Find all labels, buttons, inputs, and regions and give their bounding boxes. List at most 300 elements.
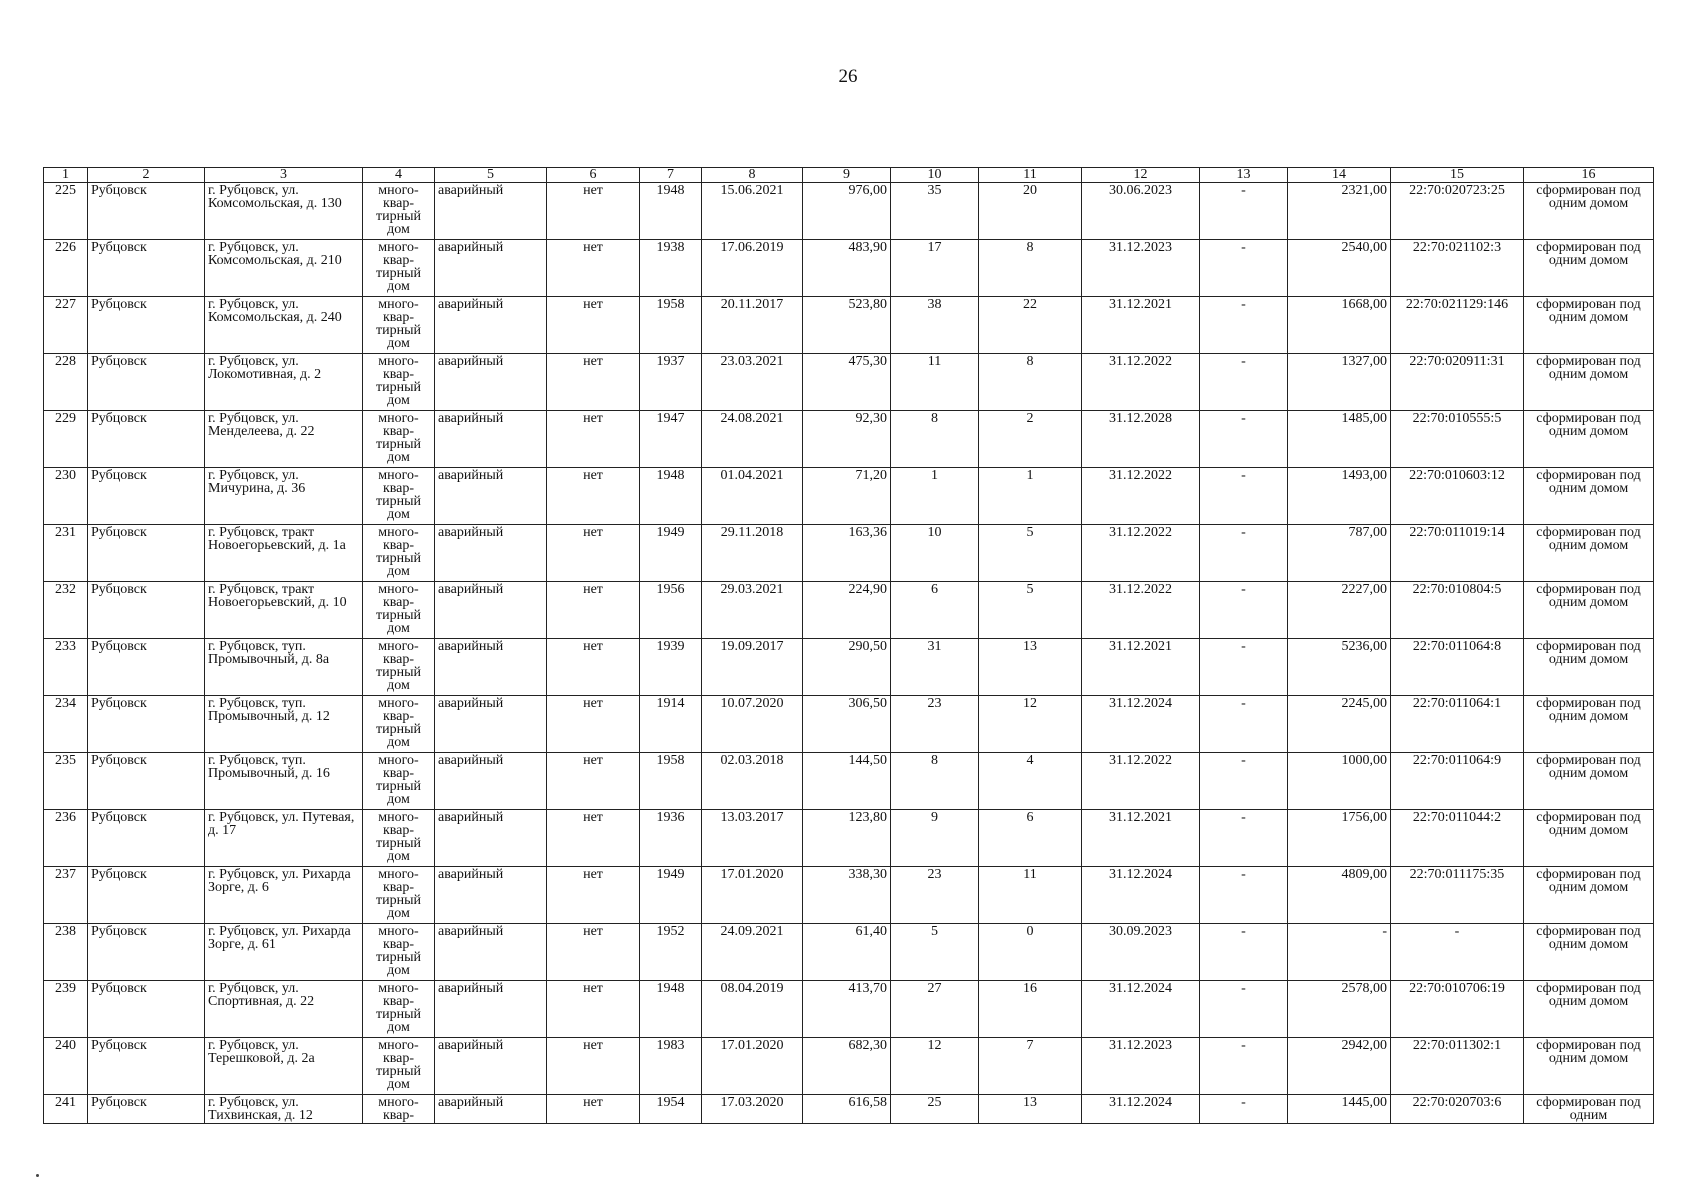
cell-building-type: много-квар-тирный дом	[363, 468, 435, 525]
cell-cadastral-number: 22:70:020911:31	[1391, 354, 1524, 411]
cell-address: г. Рубцовск, ул. Путевая, д. 17	[205, 810, 363, 867]
cell-residents: 12	[891, 1038, 979, 1095]
cell-year-built: 1949	[640, 867, 702, 924]
cell-cadastral-number: 22:70:011019:14	[1391, 525, 1524, 582]
cell-area: 616,58	[803, 1095, 891, 1124]
cell-apartments: 6	[979, 810, 1082, 867]
cell-row-number: 228	[44, 354, 88, 411]
cell-recognition-date: 29.03.2021	[702, 582, 803, 639]
cell-land-status: сформирован под одним	[1524, 1095, 1654, 1124]
cell-year-built: 1936	[640, 810, 702, 867]
column-header-1: 1	[44, 168, 88, 183]
cell-row-number: 226	[44, 240, 88, 297]
cell-condition: аварийный	[435, 183, 547, 240]
table-row	[44, 810, 1654, 867]
table-row	[44, 354, 1654, 411]
cell-col-13: -	[1200, 183, 1288, 240]
column-header-8: 8	[702, 168, 803, 183]
column-header-7: 7	[640, 168, 702, 183]
cell-resettlement-deadline: 31.12.2028	[1082, 411, 1200, 468]
cell-land-status: сформирован под одним домом	[1524, 354, 1654, 411]
table-row	[44, 297, 1654, 354]
cell-municipality: Рубцовск	[88, 468, 205, 525]
cell-residents: 23	[891, 867, 979, 924]
cell-residents: 23	[891, 696, 979, 753]
column-header-12: 12	[1082, 168, 1200, 183]
cell-building-type: много-квар-тирный дом	[363, 810, 435, 867]
cell-condition: аварийный	[435, 981, 547, 1038]
cell-year-built: 1948	[640, 468, 702, 525]
column-header-15: 15	[1391, 168, 1524, 183]
cell-address: г. Рубцовск, ул. Рихарда Зорге, д. 6	[205, 867, 363, 924]
cell-area: 338,30	[803, 867, 891, 924]
table-row	[44, 867, 1654, 924]
cell-resettlement-deadline: 31.12.2021	[1082, 810, 1200, 867]
cell-address: г. Рубцовск, туп. Промывочный, д. 16	[205, 753, 363, 810]
cell-building-type: много-квар-тирный дом	[363, 183, 435, 240]
cell-building-type: много-квар-тирный дом	[363, 240, 435, 297]
cell-year-built: 1949	[640, 525, 702, 582]
cell-area: 306,50	[803, 696, 891, 753]
cell-row-number: 235	[44, 753, 88, 810]
cell-condition: аварийный	[435, 525, 547, 582]
cell-col-13: -	[1200, 582, 1288, 639]
cell-apartments: 8	[979, 240, 1082, 297]
table-row	[44, 1095, 1654, 1124]
cell-flag: нет	[547, 867, 640, 924]
cell-building-type: много-квар-тирный дом	[363, 753, 435, 810]
scan-dot	[36, 1174, 39, 1177]
cell-flag: нет	[547, 924, 640, 981]
cell-resettlement-deadline: 31.12.2022	[1082, 753, 1200, 810]
column-header-3: 3	[205, 168, 363, 183]
cell-year-built: 1958	[640, 297, 702, 354]
table-row	[44, 411, 1654, 468]
column-header-14: 14	[1288, 168, 1391, 183]
cell-building-type: много-квар-тирный дом	[363, 696, 435, 753]
cell-residents: 9	[891, 810, 979, 867]
cell-flag: нет	[547, 1038, 640, 1095]
cell-recognition-date: 17.03.2020	[702, 1095, 803, 1124]
cell-recognition-date: 19.09.2017	[702, 639, 803, 696]
table-row	[44, 981, 1654, 1038]
cell-address: г. Рубцовск, ул. Спортивная, д. 22	[205, 981, 363, 1038]
cell-flag: нет	[547, 639, 640, 696]
cell-residents: 35	[891, 183, 979, 240]
cell-resettlement-deadline: 30.06.2023	[1082, 183, 1200, 240]
cell-municipality: Рубцовск	[88, 354, 205, 411]
cell-land-area: 1756,00	[1288, 810, 1391, 867]
cell-building-type: много-квар-тирный дом	[363, 924, 435, 981]
cell-row-number: 229	[44, 411, 88, 468]
cell-building-type: много-квар-тирный дом	[363, 867, 435, 924]
cell-year-built: 1983	[640, 1038, 702, 1095]
cell-land-area: 2321,00	[1288, 183, 1391, 240]
cell-residents: 17	[891, 240, 979, 297]
cell-condition: аварийный	[435, 240, 547, 297]
cell-area: 483,90	[803, 240, 891, 297]
cell-land-status: сформирован под одним домом	[1524, 810, 1654, 867]
cell-cadastral-number: 22:70:011302:1	[1391, 1038, 1524, 1095]
cell-apartments: 5	[979, 582, 1082, 639]
cell-year-built: 1954	[640, 1095, 702, 1124]
cell-address: г. Рубцовск, туп. Промывочный, д. 8а	[205, 639, 363, 696]
cell-col-13: -	[1200, 297, 1288, 354]
cell-land-status: сформирован под одним домом	[1524, 411, 1654, 468]
cell-land-status: сформирован под одним домом	[1524, 582, 1654, 639]
cell-municipality: Рубцовск	[88, 1038, 205, 1095]
cell-recognition-date: 17.06.2019	[702, 240, 803, 297]
cell-area: 92,30	[803, 411, 891, 468]
cell-land-area: 2942,00	[1288, 1038, 1391, 1095]
cell-condition: аварийный	[435, 582, 547, 639]
cell-municipality: Рубцовск	[88, 183, 205, 240]
cell-resettlement-deadline: 31.12.2021	[1082, 639, 1200, 696]
cell-address: г. Рубцовск, ул. Локомотивная, д. 2	[205, 354, 363, 411]
cell-building-type: много-квар-тирный дом	[363, 297, 435, 354]
cell-residents: 38	[891, 297, 979, 354]
cell-land-status: сформирован под одним домом	[1524, 468, 1654, 525]
cell-cadastral-number: -	[1391, 924, 1524, 981]
header-row	[44, 168, 1654, 183]
cell-resettlement-deadline: 31.12.2024	[1082, 867, 1200, 924]
cell-address: г. Рубцовск, ул. Комсомольская, д. 210	[205, 240, 363, 297]
table-row	[44, 183, 1654, 240]
cell-resettlement-deadline: 31.12.2021	[1082, 297, 1200, 354]
cell-flag: нет	[547, 753, 640, 810]
cell-apartments: 12	[979, 696, 1082, 753]
cell-cadastral-number: 22:70:011175:35	[1391, 867, 1524, 924]
cell-land-status: сформирован под одним домом	[1524, 753, 1654, 810]
cell-municipality: Рубцовск	[88, 696, 205, 753]
cell-residents: 1	[891, 468, 979, 525]
cell-flag: нет	[547, 582, 640, 639]
cell-recognition-date: 15.06.2021	[702, 183, 803, 240]
cell-municipality: Рубцовск	[88, 981, 205, 1038]
cell-recognition-date: 10.07.2020	[702, 696, 803, 753]
cell-land-status: сформирован под одним домом	[1524, 639, 1654, 696]
cell-cadastral-number: 22:70:011064:9	[1391, 753, 1524, 810]
cell-row-number: 239	[44, 981, 88, 1038]
cell-area: 163,36	[803, 525, 891, 582]
cell-land-area: 2540,00	[1288, 240, 1391, 297]
cell-apartments: 4	[979, 753, 1082, 810]
cell-col-13: -	[1200, 867, 1288, 924]
cell-flag: нет	[547, 696, 640, 753]
cell-land-area: 2578,00	[1288, 981, 1391, 1038]
cell-apartments: 2	[979, 411, 1082, 468]
cell-area: 976,00	[803, 183, 891, 240]
cell-condition: аварийный	[435, 810, 547, 867]
cell-land-area: 787,00	[1288, 525, 1391, 582]
cell-col-13: -	[1200, 810, 1288, 867]
cell-year-built: 1939	[640, 639, 702, 696]
cell-area: 123,80	[803, 810, 891, 867]
cell-land-status: сформирован под одним домом	[1524, 525, 1654, 582]
cell-address: г. Рубцовск, ул. Комсомольская, д. 240	[205, 297, 363, 354]
cell-residents: 25	[891, 1095, 979, 1124]
cell-address: г. Рубцовск, ул. Рихарда Зорге, д. 61	[205, 924, 363, 981]
cell-residents: 27	[891, 981, 979, 1038]
cell-row-number: 227	[44, 297, 88, 354]
table-row	[44, 525, 1654, 582]
cell-year-built: 1938	[640, 240, 702, 297]
table-body	[44, 183, 1654, 1124]
cell-condition: аварийный	[435, 1038, 547, 1095]
cell-building-type: много-квар-тирный дом	[363, 639, 435, 696]
cell-resettlement-deadline: 31.12.2024	[1082, 696, 1200, 753]
cell-residents: 5	[891, 924, 979, 981]
cell-address: г. Рубцовск, ул. Менделеева, д. 22	[205, 411, 363, 468]
table-row	[44, 468, 1654, 525]
cell-condition: аварийный	[435, 924, 547, 981]
cell-municipality: Рубцовск	[88, 924, 205, 981]
page-number: 26	[838, 66, 858, 87]
cell-col-13: -	[1200, 240, 1288, 297]
cell-flag: нет	[547, 468, 640, 525]
cell-year-built: 1958	[640, 753, 702, 810]
cell-condition: аварийный	[435, 354, 547, 411]
cell-col-13: -	[1200, 1095, 1288, 1124]
cell-apartments: 22	[979, 297, 1082, 354]
cell-year-built: 1952	[640, 924, 702, 981]
cell-cadastral-number: 22:70:011064:8	[1391, 639, 1524, 696]
cell-address: г. Рубцовск, тракт Новоегорьевский, д. 1а	[205, 525, 363, 582]
table-header	[44, 168, 1654, 183]
cell-col-13: -	[1200, 753, 1288, 810]
cell-land-status: сформирован под одним домом	[1524, 1038, 1654, 1095]
cell-apartments: 5	[979, 525, 1082, 582]
cell-area: 682,30	[803, 1038, 891, 1095]
table-row	[44, 753, 1654, 810]
cell-building-type: много-квар-тирный дом	[363, 354, 435, 411]
cell-recognition-date: 24.09.2021	[702, 924, 803, 981]
cell-row-number: 236	[44, 810, 88, 867]
cell-area: 413,70	[803, 981, 891, 1038]
cell-residents: 31	[891, 639, 979, 696]
cell-apartments: 1	[979, 468, 1082, 525]
cell-recognition-date: 20.11.2017	[702, 297, 803, 354]
cell-resettlement-deadline: 31.12.2022	[1082, 582, 1200, 639]
cell-recognition-date: 01.04.2021	[702, 468, 803, 525]
cell-resettlement-deadline: 30.09.2023	[1082, 924, 1200, 981]
cell-address: г. Рубцовск, тракт Новоегорьевский, д. 10	[205, 582, 363, 639]
cell-row-number: 237	[44, 867, 88, 924]
cell-col-13: -	[1200, 525, 1288, 582]
cell-col-13: -	[1200, 696, 1288, 753]
cell-condition: аварийный	[435, 696, 547, 753]
cell-resettlement-deadline: 31.12.2023	[1082, 240, 1200, 297]
cell-residents: 6	[891, 582, 979, 639]
cell-land-area: 2245,00	[1288, 696, 1391, 753]
cell-col-13: -	[1200, 1038, 1288, 1095]
cell-cadastral-number: 22:70:020723:25	[1391, 183, 1524, 240]
cell-residents: 10	[891, 525, 979, 582]
cell-year-built: 1948	[640, 183, 702, 240]
cell-land-status: сформирован под одним домом	[1524, 696, 1654, 753]
cell-recognition-date: 23.03.2021	[702, 354, 803, 411]
cell-municipality: Рубцовск	[88, 525, 205, 582]
table-row	[44, 240, 1654, 297]
cell-cadastral-number: 22:70:020703:6	[1391, 1095, 1524, 1124]
cell-resettlement-deadline: 31.12.2024	[1082, 981, 1200, 1038]
cell-condition: аварийный	[435, 1095, 547, 1124]
cell-land-area: 5236,00	[1288, 639, 1391, 696]
cell-municipality: Рубцовск	[88, 753, 205, 810]
table-row	[44, 582, 1654, 639]
cell-address: г. Рубцовск, ул. Комсомольская, д. 130	[205, 183, 363, 240]
cell-row-number: 238	[44, 924, 88, 981]
cell-cadastral-number: 22:70:021129:146	[1391, 297, 1524, 354]
cell-area: 144,50	[803, 753, 891, 810]
cell-cadastral-number: 22:70:010555:5	[1391, 411, 1524, 468]
cell-resettlement-deadline: 31.12.2022	[1082, 354, 1200, 411]
column-header-9: 9	[803, 168, 891, 183]
cell-year-built: 1937	[640, 354, 702, 411]
cell-condition: аварийный	[435, 411, 547, 468]
cell-col-13: -	[1200, 354, 1288, 411]
cell-area: 475,30	[803, 354, 891, 411]
column-header-4: 4	[363, 168, 435, 183]
cell-apartments: 13	[979, 1095, 1082, 1124]
cell-recognition-date: 17.01.2020	[702, 867, 803, 924]
cell-resettlement-deadline: 31.12.2023	[1082, 1038, 1200, 1095]
cell-resettlement-deadline: 31.12.2022	[1082, 468, 1200, 525]
cell-land-status: сформирован под одним домом	[1524, 240, 1654, 297]
cell-land-area: -	[1288, 924, 1391, 981]
cell-flag: нет	[547, 354, 640, 411]
cell-condition: аварийный	[435, 468, 547, 525]
cell-recognition-date: 24.08.2021	[702, 411, 803, 468]
cell-residents: 11	[891, 354, 979, 411]
table-row	[44, 1038, 1654, 1095]
cell-cadastral-number: 22:70:011064:1	[1391, 696, 1524, 753]
cell-col-13: -	[1200, 411, 1288, 468]
cell-municipality: Рубцовск	[88, 297, 205, 354]
cell-flag: нет	[547, 981, 640, 1038]
cell-col-13: -	[1200, 981, 1288, 1038]
cell-recognition-date: 08.04.2019	[702, 981, 803, 1038]
cell-year-built: 1956	[640, 582, 702, 639]
cell-flag: нет	[547, 525, 640, 582]
cell-cadastral-number: 22:70:021102:3	[1391, 240, 1524, 297]
table-row	[44, 924, 1654, 981]
cell-address: г. Рубцовск, ул. Тихвинская, д. 12	[205, 1095, 363, 1124]
cell-municipality: Рубцовск	[88, 1095, 205, 1124]
cell-land-area: 1000,00	[1288, 753, 1391, 810]
cell-recognition-date: 02.03.2018	[702, 753, 803, 810]
cell-apartments: 20	[979, 183, 1082, 240]
cell-apartments: 13	[979, 639, 1082, 696]
cell-recognition-date: 17.01.2020	[702, 1038, 803, 1095]
cell-flag: нет	[547, 297, 640, 354]
cell-resettlement-deadline: 31.12.2024	[1082, 1095, 1200, 1124]
cell-flag: нет	[547, 1095, 640, 1124]
cell-flag: нет	[547, 810, 640, 867]
cell-area: 71,20	[803, 468, 891, 525]
cell-condition: аварийный	[435, 639, 547, 696]
cell-col-13: -	[1200, 924, 1288, 981]
cell-land-area: 1668,00	[1288, 297, 1391, 354]
cell-building-type: много-квар-тирный дом	[363, 525, 435, 582]
cell-cadastral-number: 22:70:010804:5	[1391, 582, 1524, 639]
cell-row-number: 232	[44, 582, 88, 639]
cell-cadastral-number: 22:70:010706:19	[1391, 981, 1524, 1038]
cell-recognition-date: 13.03.2017	[702, 810, 803, 867]
cell-municipality: Рубцовск	[88, 810, 205, 867]
cell-building-type: много-квар-тирный дом	[363, 582, 435, 639]
cell-area: 290,50	[803, 639, 891, 696]
column-header-11: 11	[979, 168, 1082, 183]
cell-building-type: много-квар-	[363, 1095, 435, 1124]
cell-resettlement-deadline: 31.12.2022	[1082, 525, 1200, 582]
cell-row-number: 230	[44, 468, 88, 525]
cell-municipality: Рубцовск	[88, 639, 205, 696]
cell-land-area: 4809,00	[1288, 867, 1391, 924]
cell-land-area: 2227,00	[1288, 582, 1391, 639]
cell-apartments: 11	[979, 867, 1082, 924]
cell-cadastral-number: 22:70:011044:2	[1391, 810, 1524, 867]
housing-registry-table	[43, 167, 1654, 1124]
table-row	[44, 639, 1654, 696]
cell-address: г. Рубцовск, ул. Терешковой, д. 2а	[205, 1038, 363, 1095]
cell-area: 224,90	[803, 582, 891, 639]
column-header-10: 10	[891, 168, 979, 183]
cell-condition: аварийный	[435, 753, 547, 810]
column-header-6: 6	[547, 168, 640, 183]
cell-land-status: сформирован под одним домом	[1524, 924, 1654, 981]
cell-land-area: 1327,00	[1288, 354, 1391, 411]
cell-year-built: 1914	[640, 696, 702, 753]
cell-condition: аварийный	[435, 297, 547, 354]
cell-row-number: 233	[44, 639, 88, 696]
cell-address: г. Рубцовск, ул. Мичурина, д. 36	[205, 468, 363, 525]
cell-land-area: 1485,00	[1288, 411, 1391, 468]
cell-apartments: 16	[979, 981, 1082, 1038]
cell-area: 61,40	[803, 924, 891, 981]
cell-apartments: 0	[979, 924, 1082, 981]
cell-area: 523,80	[803, 297, 891, 354]
cell-apartments: 8	[979, 354, 1082, 411]
cell-apartments: 7	[979, 1038, 1082, 1095]
cell-residents: 8	[891, 411, 979, 468]
cell-row-number: 240	[44, 1038, 88, 1095]
cell-building-type: много-квар-тирный дом	[363, 981, 435, 1038]
column-header-13: 13	[1200, 168, 1288, 183]
cell-flag: нет	[547, 183, 640, 240]
cell-col-13: -	[1200, 639, 1288, 696]
cell-flag: нет	[547, 240, 640, 297]
cell-year-built: 1948	[640, 981, 702, 1038]
cell-row-number: 241	[44, 1095, 88, 1124]
cell-municipality: Рубцовск	[88, 411, 205, 468]
cell-building-type: много-квар-тирный дом	[363, 1038, 435, 1095]
column-header-16: 16	[1524, 168, 1654, 183]
cell-recognition-date: 29.11.2018	[702, 525, 803, 582]
cell-cadastral-number: 22:70:010603:12	[1391, 468, 1524, 525]
cell-address: г. Рубцовск, туп. Промывочный, д. 12	[205, 696, 363, 753]
cell-land-status: сформирован под одним домом	[1524, 183, 1654, 240]
cell-land-status: сформирован под одним домом	[1524, 297, 1654, 354]
cell-municipality: Рубцовск	[88, 867, 205, 924]
cell-building-type: много-квар-тирный дом	[363, 411, 435, 468]
cell-residents: 8	[891, 753, 979, 810]
cell-municipality: Рубцовск	[88, 582, 205, 639]
column-header-2: 2	[88, 168, 205, 183]
column-header-5: 5	[435, 168, 547, 183]
cell-condition: аварийный	[435, 867, 547, 924]
table-row	[44, 696, 1654, 753]
